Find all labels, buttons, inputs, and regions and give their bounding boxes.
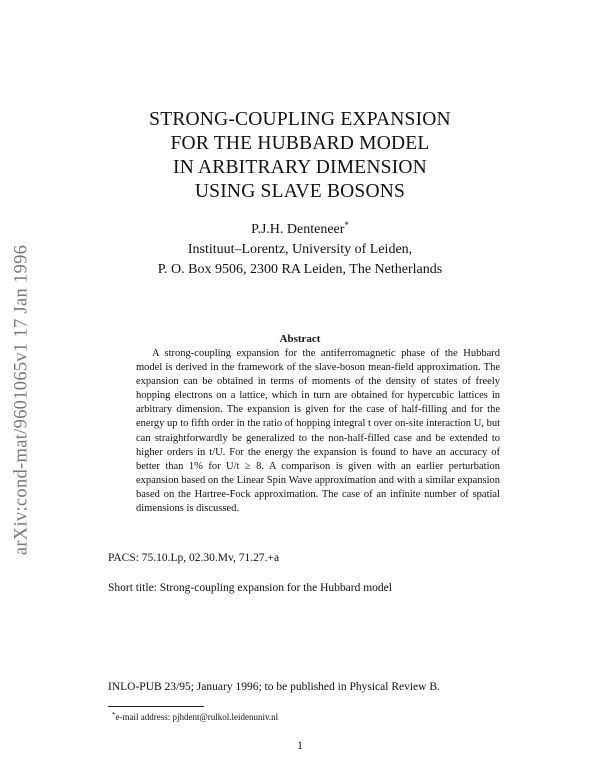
page-number: 1 bbox=[297, 738, 303, 752]
author-footnote-mark: * bbox=[344, 220, 349, 230]
title-line: FOR THE HUBBARD MODEL bbox=[170, 133, 430, 154]
author-name: P.J.H. Denteneer bbox=[251, 222, 345, 237]
publication-note: INLO-PUB 23/95; January 1996; to be published in Physical Review B. bbox=[108, 681, 440, 693]
footnote-mark: * bbox=[112, 711, 116, 719]
footnote-email-text: e-mail address: pjhdent@rulkol.leidenuniv.nl bbox=[115, 712, 279, 722]
abstract-text: A strong-coupling expansion for the antiferromagnetic phase of the Hubbard model is derived in the framework of the slave-boson mean-field approximation. The expansion can be obtained in terms of moments of the density of states of freely hopping electrons on a lattice, which in turn are obtained for hypercubic lattices in arbitrary dimension. The expansion is given for the case of half-filling and for the energy up to fifth order in the ratio of hopping integral t over on-site interaction U, but can straightforwardly be generalized to the non-half-filled case and be extended to higher orders in t/U. For the energy the expansion is found to have an accuracy of better than 1% for U/t ≥ 8. A comparison is given with an earlier perturbation expansion based on the Linear Spin Wave approximation and with a similar expansion based on the Hartree-Fock approximation. The case of an infinite number of spatial dimensions is discussed. bbox=[136, 348, 500, 515]
pacs-codes: PACS: 75.10.Lp, 02.30.Mv, 71.27.+a bbox=[108, 552, 280, 564]
author-block bbox=[0, 220, 600, 280]
footnote-divider bbox=[108, 706, 204, 707]
title-line: IN ARBITRARY DIMENSION bbox=[173, 157, 427, 178]
author-address: P. O. Box 9506, 2300 RA Leiden, The Netherlands bbox=[157, 262, 443, 277]
short-title: Short title: Strong-coupling expansion for the Hubbard model bbox=[108, 582, 392, 594]
author-institute: Instituut–Lorentz, University of Leiden, bbox=[187, 242, 413, 257]
title-line: USING SLAVE BOSONS bbox=[194, 181, 406, 202]
author-line bbox=[0, 220, 600, 240]
title-line: STRONG-COUPLING EXPANSION bbox=[149, 109, 451, 130]
footnote bbox=[112, 712, 278, 722]
arxiv-identifier-stamp: arXiv:cond-mat/9601065v1 17 Jan 1996 bbox=[11, 244, 32, 556]
abstract-heading: Abstract bbox=[279, 333, 321, 345]
paper-title bbox=[0, 108, 600, 204]
